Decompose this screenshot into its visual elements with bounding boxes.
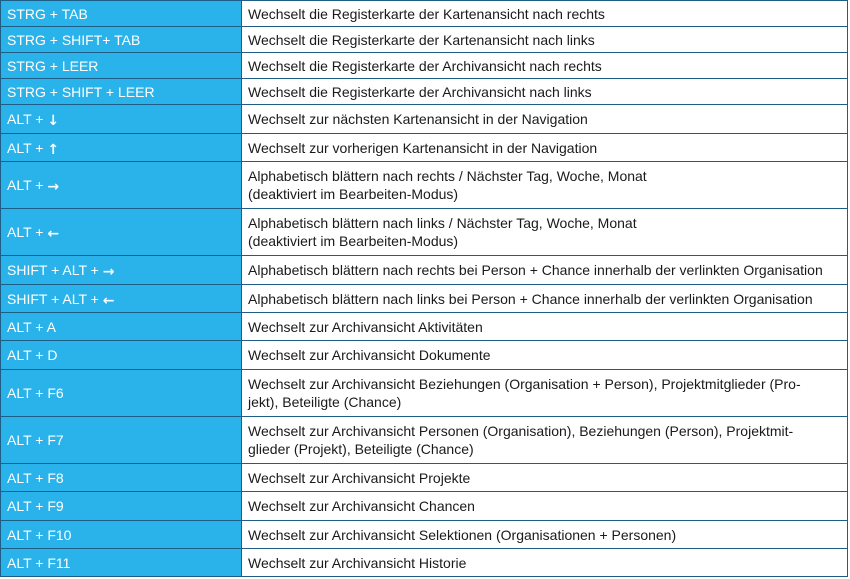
shortcut-description-cell — [242, 370, 848, 417]
shortcut-key-cell — [1, 492, 242, 521]
shortcut-row — [1, 370, 848, 417]
shortcut-description-cell — [242, 521, 848, 549]
shortcut-row — [1, 521, 848, 549]
shortcut-description-line: Wechselt zur Archivansicht Dokumente — [248, 347, 491, 363]
shortcut-key-cell — [1, 1, 242, 27]
shortcut-description-cell — [242, 79, 848, 105]
shortcut-key-label: STRG + TAB — [7, 5, 88, 22]
shortcut-key-label: ALT + — [7, 224, 48, 240]
shortcut-description-cell — [242, 341, 848, 370]
shortcut-description-line: jekt), Beteiligte (Chance) — [248, 394, 402, 410]
shortcut-description-line: Wechselt zur Archivansicht Projekte — [248, 469, 471, 486]
shortcut-description-line: Wechselt die Registerkarte der Kartenansicht nach links — [248, 31, 595, 48]
shortcut-row — [1, 1, 848, 27]
shortcut-key-label: STRG + LEER — [7, 57, 99, 74]
shortcut-description-cell — [242, 27, 848, 53]
shortcut-description-cell — [242, 162, 848, 209]
shortcut-description-cell — [242, 313, 848, 341]
shortcut-description-cell — [242, 209, 848, 256]
arrow-right-icon: → — [47, 179, 60, 195]
shortcut-description-line: Wechselt zur Archivansicht Selektionen (Organisationen + Personen) — [248, 526, 677, 543]
shortcut-row — [1, 256, 848, 285]
shortcut-row — [1, 134, 848, 162]
shortcut-description-line: Alphabetisch blättern nach links / Nächster Tag, Woche, Monat — [248, 215, 637, 231]
shortcut-description-line: Alphabetisch blättern nach rechts / Nächster Tag, Woche, Monat — [248, 168, 647, 184]
arrow-up-icon: ↑ — [47, 141, 60, 158]
shortcut-key-label: ALT + A — [7, 318, 56, 335]
shortcut-description-line: Wechselt zur Archivansicht Aktivitäten — [248, 318, 483, 335]
shortcut-key-cell — [1, 162, 242, 209]
shortcut-row — [1, 162, 848, 209]
shortcut-key-cell — [1, 417, 242, 464]
shortcut-key-label: ALT + F7 — [7, 432, 64, 448]
shortcut-description-line: glieder (Projekt), Beteiligte (Chance) — [248, 441, 474, 457]
shortcut-row — [1, 549, 848, 577]
shortcut-key-cell — [1, 105, 242, 134]
shortcut-description-line: Wechselt die Registerkarte der Archivansicht nach rechts — [248, 57, 602, 74]
shortcut-description-line: Wechselt zur Archivansicht Historie — [248, 554, 467, 571]
shortcut-row — [1, 27, 848, 53]
shortcut-key-label: ALT + F8 — [7, 469, 64, 486]
shortcut-key-label: ALT + D — [7, 347, 58, 363]
shortcut-description-line: Wechselt die Registerkarte der Archivansicht nach links — [248, 83, 592, 100]
shortcut-key-label: ALT + — [7, 139, 48, 156]
shortcut-description-line: Alphabetisch blättern nach links bei Person + Chance innerhalb der verlinkten Organisation — [248, 290, 813, 307]
shortcut-description-line: Alphabetisch blättern nach rechts bei Person + Chance innerhalb der verlinkten Organisation — [248, 262, 823, 278]
shortcut-key-cell — [1, 285, 242, 313]
shortcut-description-cell — [242, 134, 848, 162]
shortcut-description-cell — [242, 464, 848, 492]
shortcut-key-cell — [1, 209, 242, 256]
shortcut-key-cell — [1, 79, 242, 105]
shortcut-key-label: ALT + — [7, 111, 48, 127]
shortcut-row — [1, 313, 848, 341]
shortcut-description-cell — [242, 53, 848, 79]
shortcut-description-line: (deaktiviert im Bearbeiten-Modus) — [248, 233, 459, 249]
shortcut-key-cell — [1, 53, 242, 79]
shortcut-row — [1, 492, 848, 521]
shortcut-description-cell — [242, 549, 848, 577]
shortcut-key-cell — [1, 521, 242, 549]
shortcut-key-label: STRG + SHIFT + LEER — [7, 83, 155, 100]
shortcut-row — [1, 285, 848, 313]
shortcut-row — [1, 105, 848, 134]
shortcut-row — [1, 209, 848, 256]
shortcut-key-cell — [1, 549, 242, 577]
shortcut-key-label: ALT + F6 — [7, 385, 64, 401]
shortcut-key-cell — [1, 464, 242, 492]
shortcut-key-label: SHIFT + ALT + — [7, 290, 103, 307]
shortcut-key-cell — [1, 341, 242, 370]
shortcut-description-line: Wechselt zur nächsten Kartenansicht in der Navigation — [248, 111, 588, 127]
shortcut-key-cell — [1, 256, 242, 285]
shortcut-table-body — [1, 1, 848, 577]
shortcut-key-label: ALT + F9 — [7, 498, 64, 514]
shortcut-description-cell — [242, 285, 848, 313]
shortcut-key-cell — [1, 27, 242, 53]
shortcut-key-label: ALT + — [7, 177, 48, 193]
shortcut-key-label: ALT + F10 — [7, 526, 72, 543]
shortcut-key-label: STRG + SHIFT+ TAB — [7, 31, 141, 48]
shortcut-description-line: Wechselt zur Archivansicht Chancen — [248, 498, 475, 514]
shortcut-row — [1, 53, 848, 79]
shortcut-description-line: Wechselt zur Archivansicht Personen (Organisation), Beziehungen (Person), Projektmit- — [248, 423, 794, 439]
shortcut-description-line: (deaktiviert im Bearbeiten-Modus) — [248, 186, 459, 202]
shortcut-description-cell — [242, 105, 848, 134]
shortcut-row — [1, 79, 848, 105]
arrow-left-icon: ← — [47, 226, 60, 242]
shortcut-key-cell — [1, 134, 242, 162]
shortcut-row — [1, 464, 848, 492]
shortcut-row — [1, 417, 848, 464]
shortcut-description-cell — [242, 256, 848, 285]
shortcut-key-cell — [1, 370, 242, 417]
shortcut-description-cell — [242, 417, 848, 464]
shortcut-key-label: SHIFT + ALT + — [7, 262, 103, 278]
shortcut-row — [1, 341, 848, 370]
shortcut-description-line: Wechselt die Registerkarte der Kartenansicht nach rechts — [248, 5, 605, 22]
shortcut-key-label: ALT + F11 — [7, 554, 71, 571]
arrow-down-icon: ↓ — [47, 113, 60, 129]
arrow-left-icon: ← — [102, 292, 115, 309]
shortcut-description-cell — [242, 492, 848, 521]
shortcut-description-line: Wechselt zur vorherigen Kartenansicht in der Navigation — [248, 139, 598, 156]
shortcut-description-cell — [242, 1, 848, 27]
arrow-right-icon: → — [102, 264, 115, 280]
shortcut-description-line: Wechselt zur Archivansicht Beziehungen (Organisation + Person), Projektmitglieder (Pro- — [248, 376, 801, 392]
shortcut-key-cell — [1, 313, 242, 341]
